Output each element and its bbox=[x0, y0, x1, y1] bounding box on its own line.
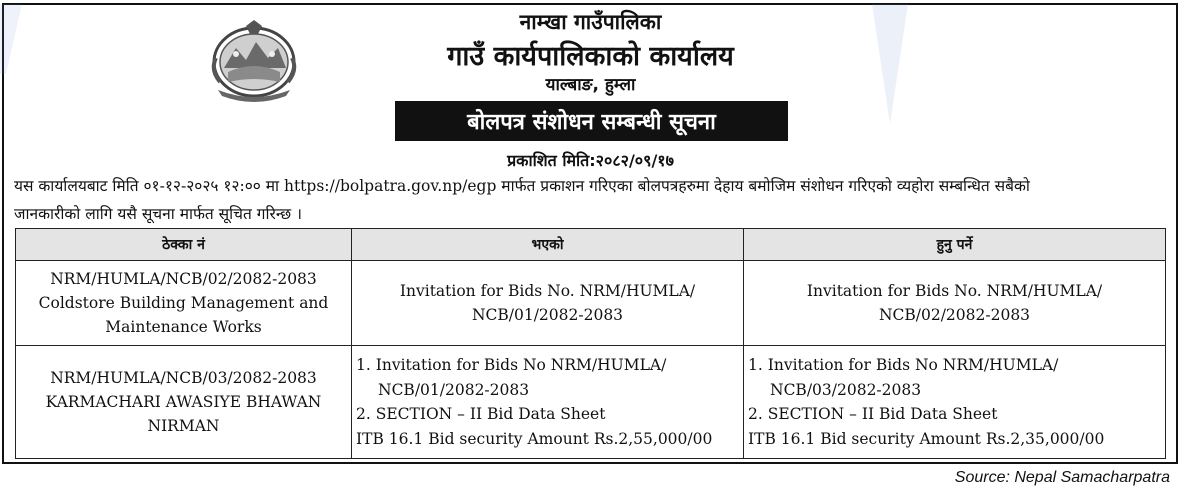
intro-line-1: यस कार्यालयबाट मिति ०१-१२-२०२५ १२:०० मा https://bolpatra.gov.np/egp मार्फत प्रकाशन गरिएका बोलपत्रहरुमा देहाय बमोजिम संशोधन गरिएको व्यहोरा सम्बन्धित सबैको bbox=[14, 177, 1030, 195]
header-existing: भएको bbox=[352, 229, 744, 261]
should-be-item-3: ITB 16.1 Bid security Amount Rs.2,35,000/00 bbox=[748, 429, 1105, 448]
office-location: याल्बाङ, हुम्ला bbox=[545, 75, 636, 95]
existing-cell bbox=[352, 261, 744, 346]
contract-number: NRM/HUMLA/NCB/03/2082-2083 bbox=[50, 369, 317, 387]
existing-item-2: 2. SECTION – II Bid Data Sheet bbox=[356, 405, 606, 423]
should-be-text-cont: NCB/02/2082-2083 bbox=[878, 306, 1031, 324]
office-name: नाम्खा गाउँपालिका bbox=[519, 10, 662, 34]
office-title: गाउँ कार्यपालिकाको कार्यालय bbox=[447, 41, 734, 72]
contract-description-cont: Maintenance Works bbox=[105, 318, 262, 336]
source-credit: Source: Nepal Samacharpatra bbox=[954, 469, 1170, 486]
contract-description: KARMACHARI AWASIYE BHAWAN bbox=[45, 393, 322, 411]
contract-description-cont: NIRMAN bbox=[147, 417, 220, 435]
contract-description: Coldstore Building Management and bbox=[38, 294, 329, 312]
should-be-cell bbox=[744, 346, 1166, 459]
contract-cell bbox=[16, 261, 352, 346]
amendment-table bbox=[15, 228, 1166, 459]
should-be-cell bbox=[744, 261, 1166, 346]
contract-cell bbox=[16, 346, 352, 459]
should-be-item-1: 1. Invitation for Bids No NRM/HUMLA/ bbox=[748, 356, 1059, 374]
should-be-item-2: 2. SECTION – II Bid Data Sheet bbox=[748, 405, 998, 423]
intro-line-2: जानकारीको लागि यसै सूचना मार्फत सूचित गरिन्छ । bbox=[14, 205, 302, 223]
intro-paragraph bbox=[14, 172, 1170, 228]
table-row bbox=[16, 346, 1166, 459]
existing-text: Invitation for Bids No. NRM/HUMLA/ bbox=[399, 282, 696, 300]
header-should-be: हुनु पर्ने bbox=[744, 229, 1166, 261]
existing-item-3: ITB 16.1 Bid security Amount Rs.2,55,000/00 bbox=[356, 429, 713, 448]
published-date: प्रकाशित मिति:२०८२/०९/१७ bbox=[507, 151, 674, 170]
existing-item-1: 1. Invitation for Bids No NRM/HUMLA/ bbox=[356, 356, 667, 374]
header-contract-no: ठेक्का नं bbox=[16, 229, 352, 261]
should-be-item-1-cont: NCB/03/2082-2083 bbox=[770, 380, 922, 399]
table-row bbox=[16, 261, 1166, 346]
existing-item-1-cont: NCB/01/2082-2083 bbox=[378, 380, 530, 399]
existing-cell bbox=[352, 346, 744, 459]
contract-number: NRM/HUMLA/NCB/02/2082-2083 bbox=[50, 270, 317, 288]
existing-text-cont: NCB/01/2082-2083 bbox=[471, 306, 624, 324]
notice-title: बोलपत्र संशोधन सम्बन्धी सूचना bbox=[467, 110, 716, 135]
should-be-text: Invitation for Bids No. NRM/HUMLA/ bbox=[806, 282, 1103, 300]
table-header-row bbox=[16, 229, 1166, 261]
notice-title-box bbox=[395, 101, 788, 141]
